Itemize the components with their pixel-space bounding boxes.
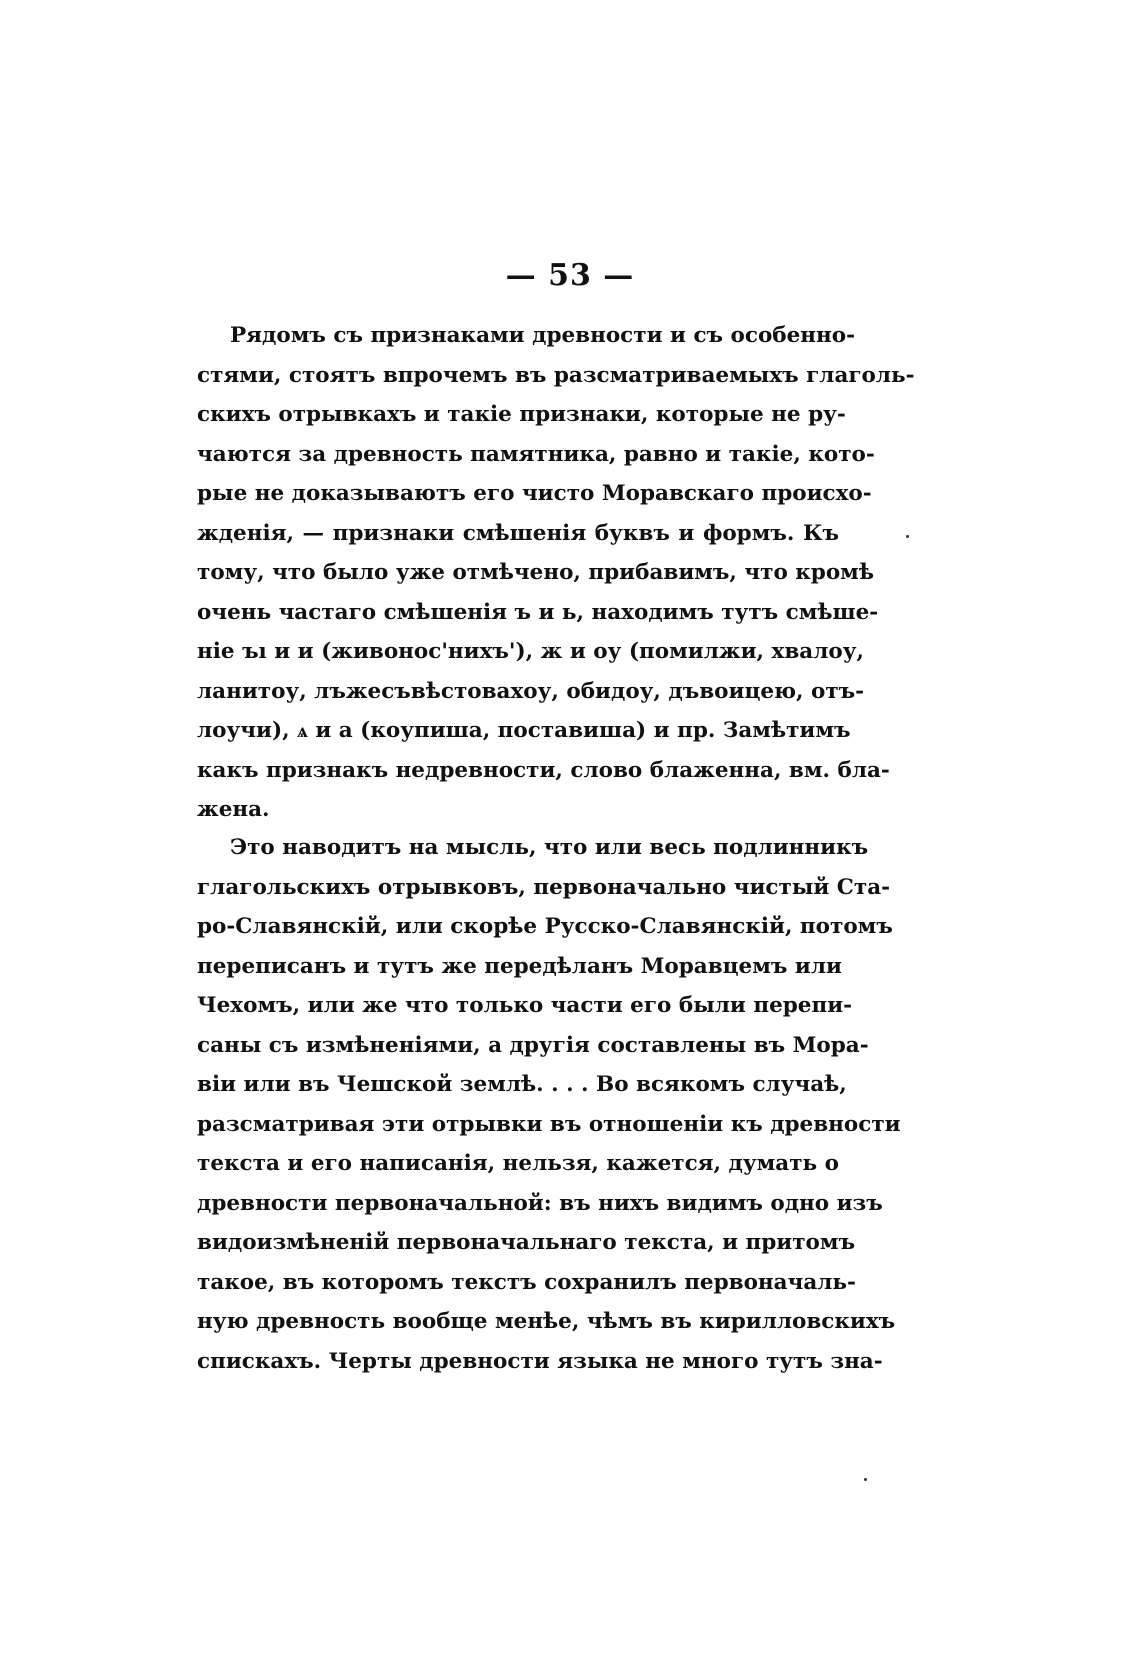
paragraph (197, 316, 915, 830)
text-line: рые не доказываютъ его чисто Моравскаго происхо- (197, 481, 872, 506)
text-line: Это наводитъ на мысль, что или весь подлинникъ (230, 835, 869, 860)
text-line: какъ признакъ недревности, слово блаженна, вм. бла- (197, 757, 890, 783)
text-line: видоизмѣненій первоначальнаго текста, и притомъ (197, 1230, 856, 1255)
text-line: жденія, — признаки смѣшенія буквъ и формъ. Къ (197, 520, 839, 546)
paragraph (197, 828, 901, 1381)
text-line: спискахъ. Черты древности языка не много тутъ зна- (197, 1348, 883, 1374)
text-line: древности первоначальной: въ нихъ видимъ одно изъ (197, 1190, 883, 1216)
text-line: ланитоу, лъжесъвѣстовахоу, обидоу, дъвоицею, отъ- (197, 678, 865, 704)
text-line: лоучи), ѧ и а (коупиша, поставиша) и пр. Замѣтимъ (197, 718, 851, 743)
text-line: жена. (197, 797, 270, 822)
text-line: ную древность вообще менѣе, чѣмъ въ кирилловскихъ (197, 1309, 896, 1334)
text-line: ро-Славянскій, или скорѣе Русско-Славянскій, потомъ (197, 914, 893, 939)
page-number: — 53 — (505, 258, 635, 293)
print-speck (864, 1478, 867, 1481)
text-line: глагольскихъ отрывковъ, первоначально чистый Ста- (197, 874, 891, 900)
text-line: текста и его написанія, нельзя, кажется, думать о (197, 1151, 839, 1176)
text-line: очень частаго смѣшенія ъ и ь, находимъ тутъ смѣше- (197, 599, 879, 625)
text-line: переписанъ и тутъ же передѣланъ Моравцемъ или (197, 953, 842, 979)
text-line: разсматривая эти отрывки въ отношеніи къ древности (197, 1111, 901, 1137)
text-line: скихъ отрывкахъ и такіе признаки, которые не ру- (197, 402, 846, 427)
print-speck (906, 535, 909, 538)
text-line: саны съ измѣненіями, а другія составлены въ Мора- (197, 1032, 869, 1058)
text-line: ніе ъı и и (живонос'нихъ'), ж и оу (помилжи, хвалоу, (197, 639, 864, 664)
text-line: тому, что было уже отмѣчено, прибавимъ, что кромѣ (197, 560, 874, 585)
text-line: Рядомъ съ признаками древности и съ особенно- (230, 323, 856, 348)
text-line: віи или въ Чешской землѣ. . . . Во всякомъ случаѣ, (197, 1072, 847, 1097)
text-line: чаются за древность памятника, равно и такіе, кото- (197, 441, 875, 467)
text-line: Чехомъ, или же что только части его были перепи- (197, 993, 853, 1018)
text-line: стями, стоятъ впрочемъ въ разсматриваемыхъ глаголь- (197, 362, 915, 388)
text-line: такое, въ которомъ текстъ сохранилъ первоначаль- (197, 1269, 856, 1295)
